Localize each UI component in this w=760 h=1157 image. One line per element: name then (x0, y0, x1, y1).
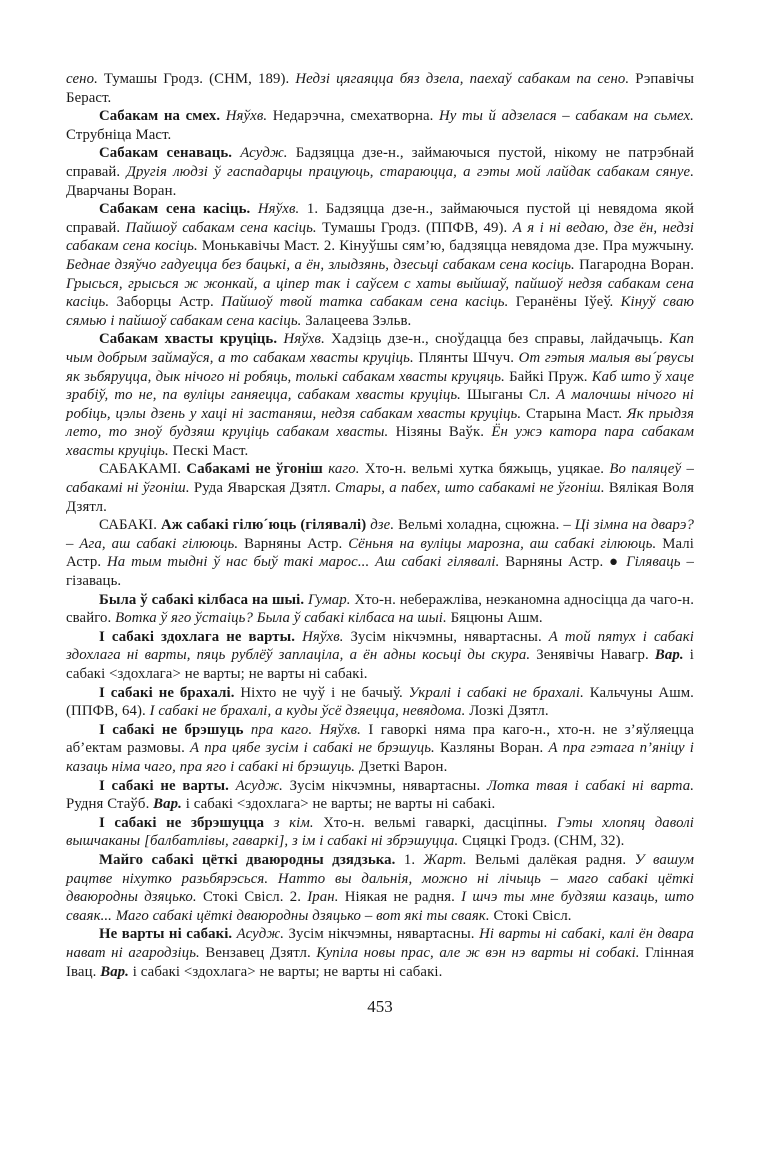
text-run: Зенявічы Навагр. (536, 647, 655, 664)
text-run: Сабакам сенаваць. (99, 145, 241, 162)
text-run: Бадзяцца дзе-н., займаючыся пустой, нікому не патрэбнай справай. (66, 145, 694, 180)
paragraph (66, 925, 694, 981)
text-run: А я і ні ведаю, дзе ён, недзі сабакам сена косіць. (66, 219, 694, 255)
text-run: І сабакі не варты. (99, 777, 236, 794)
text-run: і сабакі <здохлага> не варты; не варты ні сабакі. (66, 647, 694, 682)
text-run: І шчэ ты мне будзяш казаць, што сваяк... Маго сабакі цёткі дваюродны дзяцько – вот які ты сваяк. (66, 889, 694, 924)
text-run: Тумашы Гродз. (ППФВ, 49). (322, 219, 513, 236)
text-run: Стокі Свісл. 2. (202, 889, 308, 906)
text-run: – Ці зімна на дварэ? – Ага, аш сабакі гілююць. (66, 517, 694, 552)
text-run: Струбніца Маст. (66, 126, 172, 143)
text-run: Варняны Астр. (244, 535, 349, 552)
text-run: Рэпавічы Бераст. (66, 71, 694, 106)
text-run: Стары, а пабех, што сабакамі не ўгоніш. (335, 480, 609, 497)
text-run: І сабакі не брахалі. (99, 684, 241, 701)
text-run: пра каго. Няўхв. (250, 721, 369, 738)
text-run: 1. Бадзяцца дзе-н., займаючыся пустой ці невядома якой справай. (66, 201, 694, 236)
text-run: Сцяцкі Гродз. (СНМ, 32). (462, 833, 625, 850)
text-run: – гізаваць. (66, 554, 694, 590)
text-run: Каб што ў хаце зрабіў, то не, па вуліцы ганяецца, сабакам хвасты круціць. (66, 368, 694, 404)
page-number: 453 (367, 997, 393, 1016)
text-run: Пескі Маст. (172, 442, 249, 459)
paragraph (66, 107, 694, 144)
text-run: Тумашы Гродз. (СНМ, 189). (103, 71, 296, 87)
text-run: На тым тыдні ў нас быў такі марос... Аш сабакі гілявалі. (106, 554, 506, 571)
text-run: Малі Астр. (66, 535, 694, 571)
text-run: Вар. (654, 647, 690, 664)
text-run: Плянты Шчуч. (418, 349, 519, 366)
text-run: Дварчаны Воран. (66, 182, 177, 199)
text-run: Монькавічы Маст. 2. Кінуўшы сям’ю, бадзяцца невядома дзе. Пра мужчыну. (201, 238, 694, 255)
text-run: Зусім нікчэмны, нявартасны. (350, 628, 549, 645)
text-run: Купіла новы прас, але ж вэн нэ варты ні собакі. (316, 944, 646, 961)
paragraph (66, 628, 694, 684)
text-run: Жарт. (423, 851, 476, 868)
text-run: Другія людзі ў гаспадарцы працуюць, стараюцца, а гэты мой лайдак сабакам сянуе. (126, 163, 694, 180)
text-run: Залацеева Зэльв. (305, 312, 412, 329)
text-run: Не варты ні сабакі. (99, 926, 237, 943)
text-run: і сабакі <здохлага> не варты; не варты ні сабакі. (132, 963, 443, 980)
text-run: Вар. (153, 796, 186, 813)
text-run: Хто-н. вельмі хутка бяжыць, уцякае. (364, 461, 610, 478)
text-run: Сабакам на смех. (99, 108, 226, 125)
text-run: Няўхв. (283, 331, 332, 348)
text-run: Сёньня на вуліцы марозна, аш сабакі гілююць. (348, 535, 663, 552)
text-run: А пра цябе зусім і сабакі не брэшуць. (189, 740, 440, 757)
text-run: дзе. (370, 517, 399, 534)
paragraph (66, 777, 694, 814)
text-run: Сабакам хвасты круціць. (99, 331, 284, 348)
text-run: Пайшоў сабакам сена касіць. (125, 219, 323, 236)
paragraph (66, 70, 694, 107)
paragraph (66, 200, 694, 330)
text-run: Аж сабакі гілю´юць (гілявалі) (160, 517, 371, 534)
text-run: Гіляваць (626, 554, 687, 571)
text-run: Няўхв. (257, 201, 307, 218)
text-run: Укралі і сабакі не брахалі. (408, 684, 590, 701)
text-run: І сабакі здохлага не варты. (99, 628, 303, 645)
text-run: Пагародна Воран. (579, 256, 694, 273)
text-run: Зусім нікчэмны, нявартасны. (288, 926, 480, 943)
text-run: Гумар. (308, 591, 355, 608)
text-run: Геранёны Іўеў. (515, 294, 621, 311)
text-run: Сабакам сена касіць. (99, 201, 258, 218)
text-run: Вельмі холадна, сцюжна. (398, 517, 564, 534)
text-run: Іран. (307, 889, 345, 906)
text-run: Ну ты й адзелася – сабакам на сьмех. (439, 108, 694, 125)
text-run: Асудж. (240, 145, 296, 162)
text-run: Вельмі далёкая радня. (475, 851, 635, 868)
text-run: Руда Яварская Дзятл. (193, 480, 335, 497)
text-run: Хадзіць дзе-н., сноўдацца без справы, лайдачыць. (331, 331, 670, 348)
text-run: Дзеткі Варон. (358, 758, 448, 775)
text-run: Няўхв. (302, 628, 351, 645)
text-run: і сабакі <здохлага> не варты; не варты ні сабакі. (185, 796, 496, 813)
text-run: з кім. (273, 814, 324, 831)
text-run: Байкі Пруж. (509, 368, 592, 385)
text-run: каго. (328, 461, 365, 478)
text-run: Хто-н. вельмі гаваркі, дасціпны. (323, 814, 557, 831)
text-run: сено. (66, 71, 104, 87)
text-run: І сабакі не брэшуць (99, 721, 251, 738)
text-run: Рудня Стаўб. (66, 796, 154, 813)
text-run: Заборцы Астр. (116, 294, 222, 311)
text-run: І сабакі не збрэшуцца (99, 814, 274, 831)
dictionary-text-block (66, 70, 694, 981)
text-run: А малочшы нічого ні робіць, цэлы дзень у хаці ні застаняш, недзя сабакам хвасты круціць. (66, 387, 694, 422)
text-run: Вотка ў яго ўстаіць? Была ў сабакі кілбаса на шыі. (115, 610, 451, 627)
text-run: Кінуў сваю сямью і пайшоў сабакам сена касіць. (66, 294, 694, 329)
text-run: Няўхв. (225, 108, 273, 125)
text-run: Вензавец Дзятл. (205, 944, 317, 961)
text-run: Кальчуны Ашм. (ППФВ, 64). (66, 684, 694, 720)
text-run: Недзі цягаяцца бяз дзела, паехаў сабакам па сено. (295, 71, 636, 87)
text-run: Вар. (100, 963, 133, 980)
paragraph (66, 516, 694, 590)
text-run: І сабакі не брахалі, а куды ўсё дзяецца, невядома. (149, 703, 470, 720)
text-run: Майго сабакі цёткі дваюродны дзядзька. (99, 851, 404, 868)
text-run: Недарэчна, смехатворна. (272, 108, 440, 125)
text-run: Нізяны Ваўк. (395, 424, 492, 441)
text-run: Грысься, грысься ж жонкай, а ціпер так і саўсем с хаты выйшаў, пайшоў недзя сабакам сена касіць. (66, 275, 694, 311)
text-run: А той пятух і сабакі здохлага ні варты, пяць рублёў заплаціла, а ён адны косьці ды скура. (66, 628, 694, 664)
text-run: У вашум рацтве ніхутко разьбярэсься. Натто вы дальнія, можно ні лічыць – маго сабакі цёткі дваюродны дзяцько. (66, 851, 695, 906)
text-run: Гэты хлопяц даволі вышчаканы [балбатлівы, гаваркі], з ім і сабакі ні збрэшуцца. (66, 814, 695, 850)
paragraph (66, 814, 694, 851)
text-run: Як прыдзя лето, то зноў будзяш круціць сабакам хвасты. (66, 405, 694, 441)
paragraph (66, 460, 694, 516)
paragraph (66, 144, 694, 200)
text-run: Старына Маст. (525, 405, 627, 422)
text-run: Кап чым добрым займаўся, а то сабакам хвасты круціць. (66, 331, 694, 366)
text-run: От гэтыя малыя вы´рвусы як зьбяруцца, дык нічого ні робяць, толькі сабакам хвасты круцяць. (66, 349, 694, 385)
text-run: Была ў сабакі кілбаса на шыі. (99, 591, 309, 608)
text-run: Казляны Воран. (439, 740, 549, 757)
text-run: Ніхто не чуў і не бачыў. (240, 684, 409, 701)
paragraph (66, 591, 694, 628)
text-run: Асудж. (236, 926, 289, 943)
paragraph (66, 851, 694, 925)
paragraph (66, 684, 694, 721)
text-run: Ніякая не радня. (344, 889, 462, 906)
text-run: Беднае дзяўчо гадуецца без бацькі, а ён, злыдзянь, дзесьці сабакам сена косіць. (66, 256, 580, 273)
text-run: І гаворкі няма пра каго-н., хто-н. не з’яўляецца аб’ектам размовы. (66, 721, 694, 757)
text-run: Глінная Івац. (66, 944, 694, 980)
text-run: Зусім нікчэмны, нявартасны. (289, 777, 487, 794)
text-run: Ні варты ні сабакі, калі ён двара нават ні агародзіць. (66, 926, 694, 961)
text-run: Бяцюны Ашм. (450, 610, 543, 627)
text-run: Шыганы Сл. (466, 387, 557, 404)
text-run: Асудж. (235, 777, 290, 794)
text-run: Во паляцеў – сабакамі ні ўгоніш. (66, 461, 694, 497)
text-run: А пра гэтага п’яніцу і казаць німа чаго, пра яго і сабакі ні брэшуць. (66, 740, 695, 775)
text-run: Лозкі Дзятл. (469, 703, 549, 720)
text-run: Ён ужэ катора пара сабакам хвасты круціць. (66, 424, 694, 459)
text-run: САБАКАМІ. (99, 461, 187, 478)
text-run: Варняны Астр. ● (505, 554, 627, 571)
text-run: Вялікая Воля Дзятл. (66, 480, 694, 515)
text-run: Сабакамі не ўгоніш (186, 461, 329, 478)
text-run: 1. (403, 851, 424, 868)
text-run: Стокі Свісл. (493, 907, 572, 924)
text-run: Пайшоў твой татка сабакам сена касіць. (221, 294, 516, 311)
text-run: Хто-н. неберажліва, неэканомна адносіцца да чаго-н. свайго. (66, 591, 694, 627)
paragraph (66, 330, 694, 460)
paragraph (66, 721, 694, 777)
text-run: САБАКІ. (99, 517, 161, 534)
text-run: Лотка твая і сабакі ні варта. (486, 777, 695, 794)
